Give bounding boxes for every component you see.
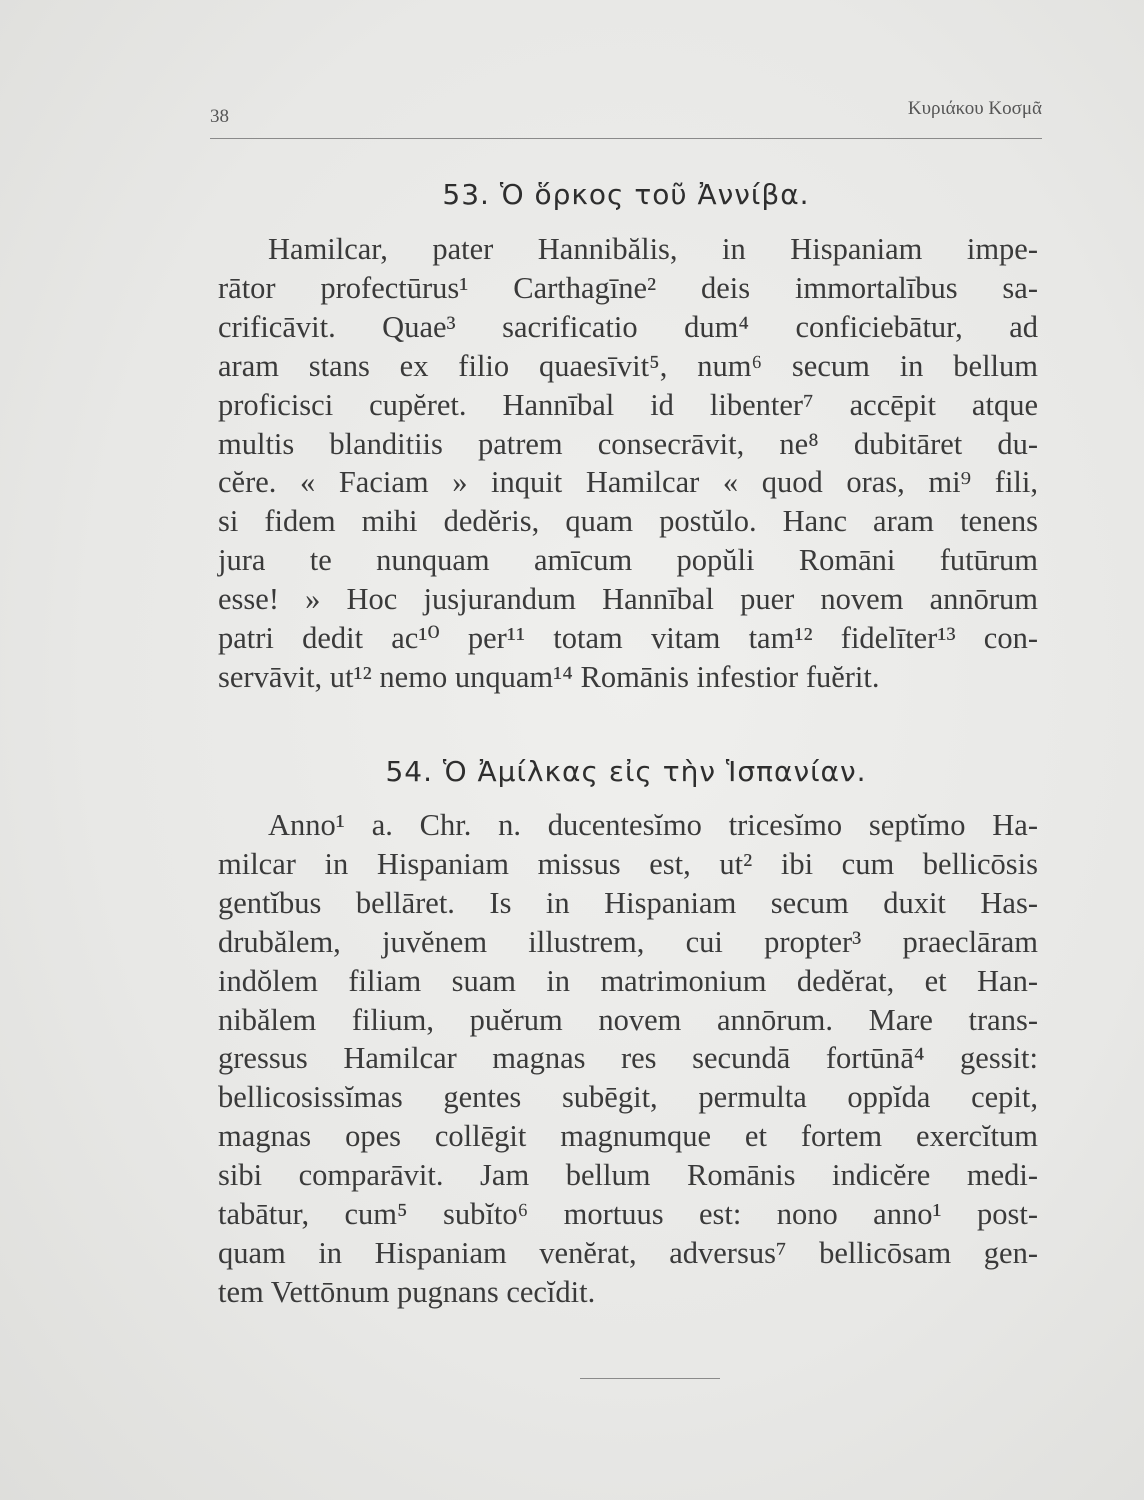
end-divider bbox=[580, 1378, 720, 1379]
text-line: tabātur, cum⁵ subĭto⁶ mortuus est: nono anno¹ post- bbox=[218, 1197, 1038, 1232]
text-line: esse! » Hoc jusjurandum Hannībal puer novem annōrum bbox=[218, 582, 1038, 617]
text-line: servāvit, ut¹² nemo unquam¹⁴ Romānis infestior fuĕrit. bbox=[218, 659, 880, 694]
text-line: gentĭbus bellāret. Is in Hispaniam secum duxit Has- bbox=[218, 885, 1038, 920]
text-line: magnas opes collēgit magnumque et fortem exercĭtum bbox=[218, 1119, 1038, 1154]
text-line: nibălem filium, puĕrum novem annōrum. Mare trans- bbox=[218, 1002, 1038, 1037]
section-text-53 bbox=[218, 230, 1038, 697]
header-divider bbox=[210, 138, 1042, 139]
running-title: Κυριάκου Κοσμᾶ bbox=[907, 98, 1042, 119]
text-line: si fidem mihi dedĕris, quam postŭlo. Hanc aram tenens bbox=[218, 504, 1038, 539]
text-line: drubălem, juvĕnem illustrem, cui propter³ praeclāram bbox=[218, 924, 1038, 959]
section-text-54 bbox=[218, 806, 1038, 1312]
section-title-53: 53. Ὁ ὅρκος τοῦ Ἀννίβα. bbox=[442, 178, 810, 211]
text-line: rātor profectūrus¹ Carthagīne² deis immortalībus sa- bbox=[218, 270, 1038, 305]
text-line: sibi comparāvit. Jam bellum Romānis indicĕre medi- bbox=[218, 1158, 1038, 1193]
page-number: 38 bbox=[210, 106, 229, 127]
running-head bbox=[210, 98, 1042, 128]
text-line: bellicosissĭmas gentes subēgit, permulta oppĭda cepit, bbox=[218, 1080, 1038, 1115]
text-line: jura te nunquam amīcum popŭli Romāni futūrum bbox=[218, 543, 1038, 578]
text-line: gressus Hamilcar magnas res secundā fortūnā⁴ gessit: bbox=[218, 1041, 1038, 1076]
text-line: Hamilcar, pater Hannibălis, in Hispaniam impe- bbox=[268, 232, 1038, 266]
text-line: milcar in Hispaniam missus est, ut² ibi cum bellicōsis bbox=[218, 846, 1038, 881]
text-line: patri dedit ac¹⁰ per¹¹ totam vitam tam¹² fidelīter¹³ con- bbox=[218, 621, 1038, 656]
text-line: quam in Hispaniam venĕrat, adversus⁷ bellicōsam gen- bbox=[218, 1235, 1038, 1270]
text-line: aram stans ex filio quaesīvit⁵, num⁶ secum in bellum bbox=[218, 348, 1038, 383]
text-line: cĕre. « Faciam » inquit Hamilcar « quod oras, mi⁹ fili, bbox=[218, 465, 1038, 500]
text-line: indŏlem filiam suam in matrimonium dedĕrat, et Han- bbox=[218, 963, 1038, 998]
text-line: Anno¹ a. Chr. n. ducentesĭmo tricesĭmo septĭmo Ha- bbox=[268, 808, 1038, 842]
text-line: proficisci cupĕret. Hannībal id libenter⁷ accēpit atque bbox=[218, 387, 1038, 422]
text-line: multis blanditiis patrem consecrāvit, ne⁸ dubitāret du- bbox=[218, 426, 1038, 461]
text-line: crificāvit. Quae³ sacrificatio dum⁴ conficiebātur, ad bbox=[218, 309, 1038, 344]
text-line: tem Vettōnum pugnans cecĭdit. bbox=[218, 1274, 596, 1309]
section-title-54: 54. Ὁ Ἀμίλκας εἰς τὴν Ἱσπανίαν. bbox=[385, 755, 867, 788]
